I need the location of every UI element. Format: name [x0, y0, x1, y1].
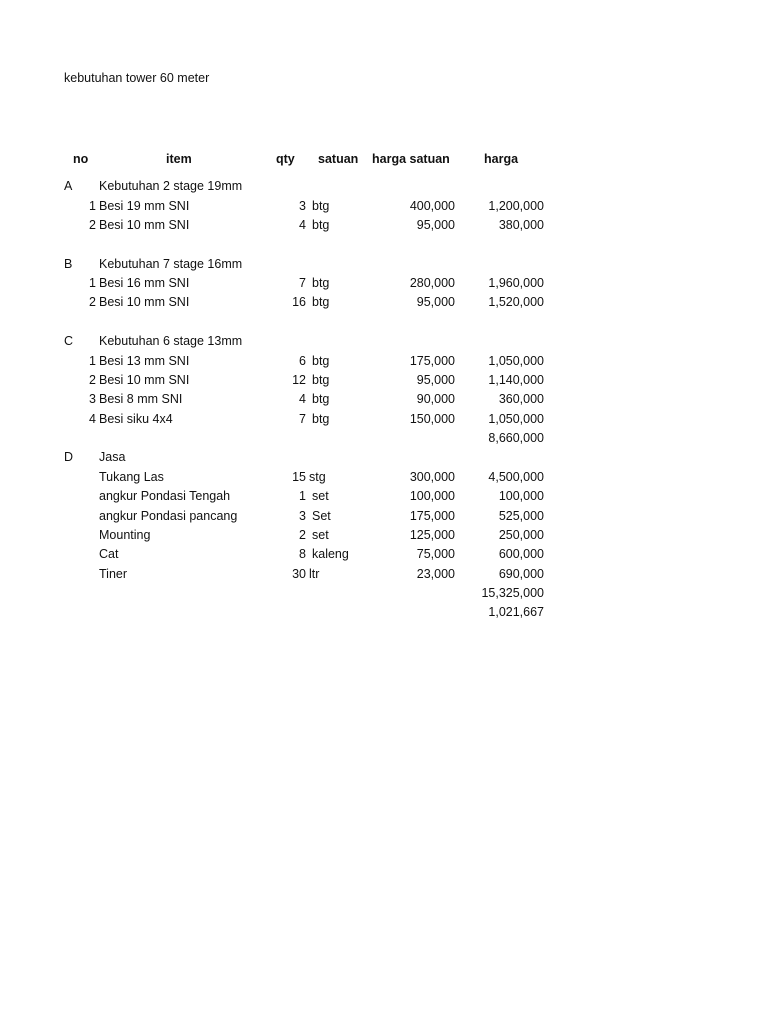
section-letter: A: [64, 179, 73, 193]
row-price: 100,000: [409, 489, 455, 503]
row-unit: btg: [312, 276, 330, 290]
grand-total-value: 15,325,000: [481, 586, 544, 600]
row-item: Tiner: [99, 567, 128, 581]
section-row-c: [0, 334, 768, 353]
row-price: 300,000: [409, 470, 455, 484]
section-row-d: [0, 450, 768, 469]
row-unit: btg: [312, 218, 330, 232]
row-price: 23,000: [416, 567, 455, 581]
table-row: [0, 354, 768, 373]
grand-total-row: [0, 586, 768, 605]
row-item: Tukang Las: [99, 470, 164, 484]
section-letter: D: [64, 450, 74, 464]
row-no: 4: [89, 412, 96, 426]
row-price: 95,000: [416, 218, 455, 232]
row-price: 280,000: [409, 276, 455, 290]
row-unit: stg: [309, 470, 326, 484]
table-header: [0, 152, 768, 172]
table-row: [0, 470, 768, 489]
row-unit: btg: [312, 199, 330, 213]
row-item: Besi siku 4x4: [99, 412, 173, 426]
table-row: [0, 199, 768, 218]
section-title: Jasa: [99, 450, 126, 464]
table-row: [0, 295, 768, 314]
subtotal-row: [0, 431, 768, 450]
row-total: 1,050,000: [488, 412, 544, 426]
row-unit: kaleng: [312, 547, 349, 561]
row-unit: Set: [312, 509, 331, 523]
table-row: [0, 412, 768, 431]
table-row: [0, 509, 768, 528]
row-unit: btg: [312, 392, 330, 406]
row-total: 360,000: [498, 392, 544, 406]
row-unit: btg: [312, 295, 330, 309]
document-title: kebutuhan tower 60 meter: [64, 71, 210, 85]
row-price: 95,000: [416, 373, 455, 387]
table-row: [0, 276, 768, 295]
row-item: Mounting: [99, 528, 151, 542]
header-no: no: [73, 152, 89, 166]
section-letter: C: [64, 334, 74, 348]
row-qty: 1: [299, 489, 306, 503]
row-item: angkur Pondasi Tengah: [99, 489, 231, 503]
row-qty: 12: [292, 373, 306, 387]
row-price: 400,000: [409, 199, 455, 213]
row-item: Besi 10 mm SNI: [99, 218, 190, 232]
table-row: [0, 373, 768, 392]
row-total: 1,200,000: [488, 199, 544, 213]
row-qty: 15: [292, 470, 306, 484]
row-no: 3: [89, 392, 96, 406]
row-qty: 6: [299, 354, 306, 368]
per-unit-row: [0, 605, 768, 624]
per-unit-value: 1,021,667: [488, 605, 544, 619]
row-unit: btg: [312, 412, 330, 426]
row-no: 1: [89, 276, 96, 290]
table-row: [0, 567, 768, 586]
section-row-a: [0, 179, 768, 198]
row-unit: btg: [312, 373, 330, 387]
row-qty: 2: [299, 528, 306, 542]
row-qty: 3: [299, 199, 306, 213]
row-price: 95,000: [416, 295, 455, 309]
row-total: 250,000: [498, 528, 544, 542]
row-total: 600,000: [498, 547, 544, 561]
table-row: [0, 489, 768, 508]
row-item: Besi 19 mm SNI: [99, 199, 190, 213]
row-total: 100,000: [498, 489, 544, 503]
subtotal-value: 8,660,000: [488, 431, 544, 445]
row-qty: 3: [299, 509, 306, 523]
row-unit: set: [312, 528, 329, 542]
header-harga: harga: [484, 152, 519, 166]
row-total: 4,500,000: [488, 470, 544, 484]
row-qty: 30: [292, 567, 306, 581]
row-no: 1: [89, 354, 96, 368]
table-row: [0, 392, 768, 411]
section-title: Kebutuhan 7 stage 16mm: [99, 257, 243, 271]
row-price: 150,000: [409, 412, 455, 426]
row-no: 2: [89, 218, 96, 232]
row-item: Besi 8 mm SNI: [99, 392, 183, 406]
header-satuan: satuan: [318, 152, 359, 166]
row-qty: 7: [299, 276, 306, 290]
row-total: 690,000: [498, 567, 544, 581]
row-unit: set: [312, 489, 329, 503]
row-item: Besi 16 mm SNI: [99, 276, 190, 290]
row-price: 175,000: [409, 354, 455, 368]
row-price: 75,000: [416, 547, 455, 561]
row-total: 1,140,000: [488, 373, 544, 387]
row-item: Besi 10 mm SNI: [99, 295, 190, 309]
header-harga-satuan: harga satuan: [372, 152, 450, 166]
row-unit: btg: [312, 354, 330, 368]
row-item: angkur Pondasi pancang: [99, 509, 238, 523]
row-qty: 4: [299, 392, 306, 406]
row-unit: ltr: [309, 567, 320, 581]
row-price: 125,000: [409, 528, 455, 542]
section-title: Kebutuhan 2 stage 19mm: [99, 179, 243, 193]
header-item: item: [166, 152, 192, 166]
row-item: Besi 10 mm SNI: [99, 373, 190, 387]
row-no: 1: [89, 199, 96, 213]
row-price: 175,000: [409, 509, 455, 523]
row-no: 2: [89, 373, 96, 387]
row-qty: 7: [299, 412, 306, 426]
row-total: 1,960,000: [488, 276, 544, 290]
row-qty: 4: [299, 218, 306, 232]
table-row: [0, 547, 768, 566]
section-letter: B: [64, 257, 73, 271]
table-row: [0, 218, 768, 237]
row-price: 90,000: [416, 392, 455, 406]
row-qty: 8: [299, 547, 306, 561]
table-row: [0, 528, 768, 547]
header-qty: qty: [276, 152, 295, 166]
section-row-b: [0, 257, 768, 276]
row-total: 1,520,000: [488, 295, 544, 309]
row-qty: 16: [292, 295, 306, 309]
row-item: Cat: [99, 547, 119, 561]
row-no: 2: [89, 295, 96, 309]
row-total: 380,000: [498, 218, 544, 232]
row-item: Besi 13 mm SNI: [99, 354, 190, 368]
row-total: 1,050,000: [488, 354, 544, 368]
row-total: 525,000: [498, 509, 544, 523]
section-title: Kebutuhan 6 stage 13mm: [99, 334, 243, 348]
